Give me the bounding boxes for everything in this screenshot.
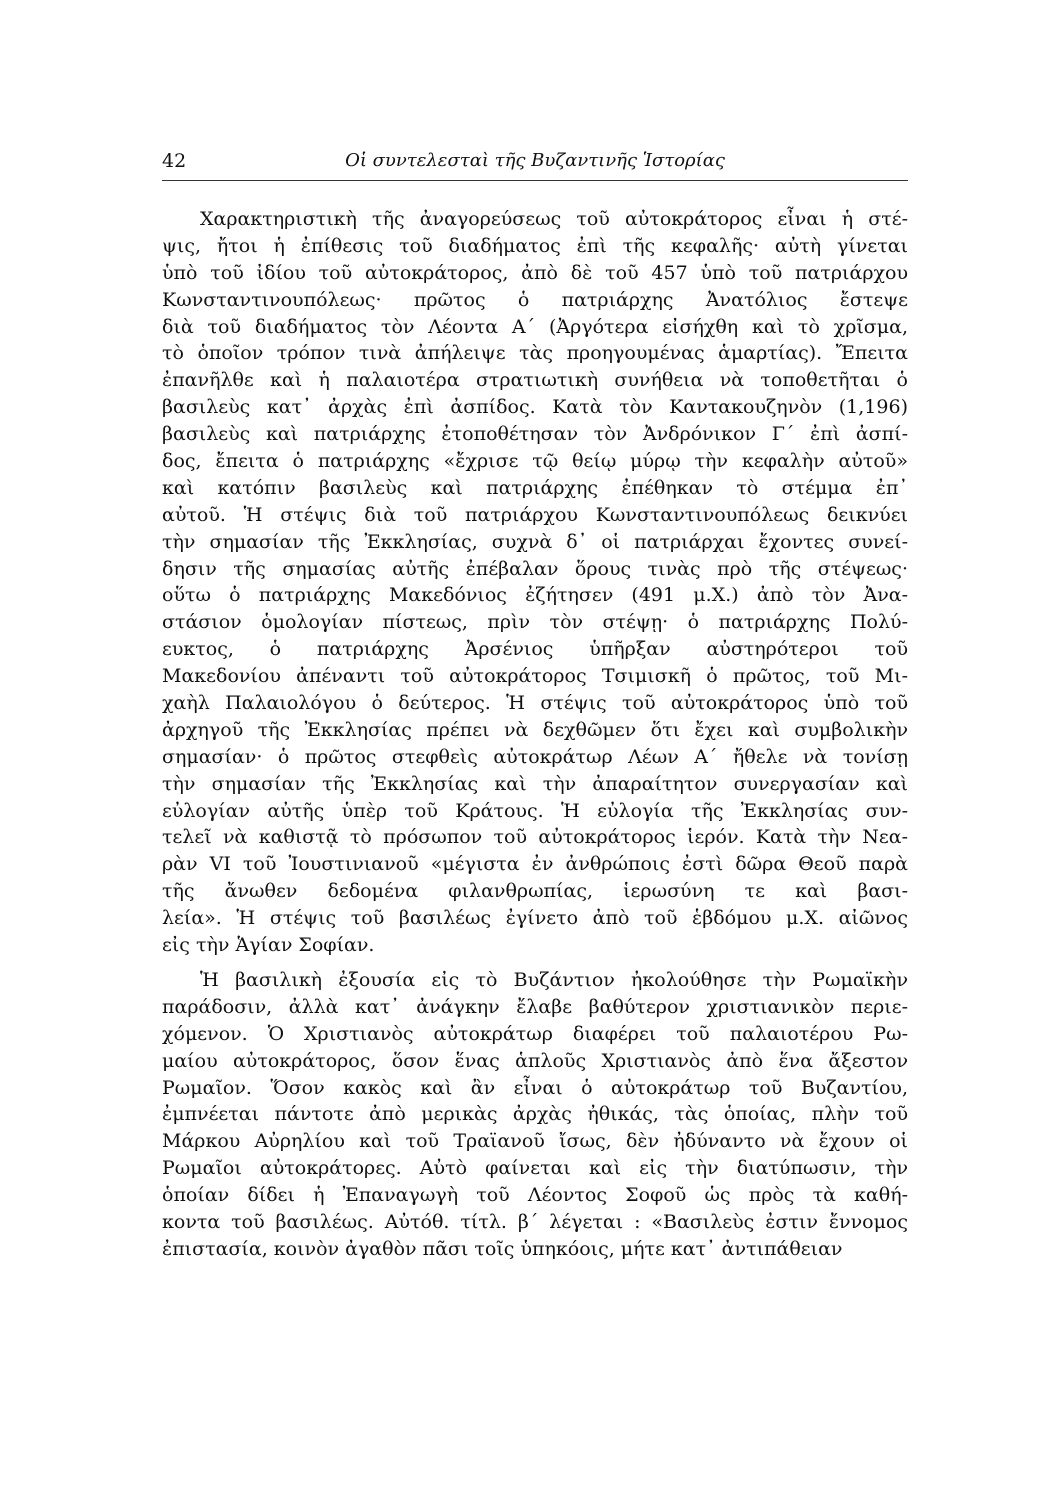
text-line: ψις, ἤτοι ἡ ἐπίθεσις τοῦ διαδήματος ἐπὶ τῆς κεφαλῆς· αὐτὴ γίνεται xyxy=(162,234,908,257)
text-line: τῆς ἄνωθεν δεδομένα φιλανθρωπίας, ἱερωσύνη τε καὶ βασι- xyxy=(162,880,908,903)
text-line: ὁποίαν δίδει ἡ Ἐπαναγωγὴ τοῦ Λέοντος Σοφοῦ ὡς πρὸς τὰ καθή- xyxy=(162,1184,908,1207)
text-line: καὶ κατόπιν βασιλεὺς καὶ πατριάρχης ἐπέθηκαν τὸ στέμμα ἐπ᾽ xyxy=(162,476,908,499)
text-line: χόμενον. Ὁ Χριστιανὸς αὐτοκράτωρ διαφέρει τοῦ παλαιοτέρου Ρω- xyxy=(162,1022,908,1045)
text-line: διὰ τοῦ διαδήματος τὸν Λέοντα Α΄ (Ἀργότερα εἰσήχθη καὶ τὸ χρῖσμα, xyxy=(162,315,908,338)
text-line: ἐπιστασία, κοινὸν ἀγαθὸν πᾶσι τοῖς ὑπηκόοις, μήτε κατ᾽ ἀντιπάθειαν xyxy=(162,1237,843,1260)
text-line: Ρωμαῖοι αὐτοκράτορες. Αὐτὸ φαίνεται καὶ εἰς τὴν διατύπωσιν, τὴν xyxy=(162,1157,908,1180)
text-line: ἐμπνέεται πάντοτε ἀπὸ μερικὰς ἀρχὰς ἠθικάς, τὰς ὁποίας, πλὴν τοῦ xyxy=(162,1103,908,1126)
text-line: τελεῖ νὰ καθιστᾷ τὸ πρόσωπον τοῦ αὐτοκράτορος ἱερόν. Κατὰ τὴν Νεα- xyxy=(162,826,908,849)
text-line: τὴν σημασίαν τῆς Ἐκκλησίας καὶ τὴν ἀπαραίτητον συνεργασίαν καὶ xyxy=(162,772,908,795)
page-number: 42 xyxy=(162,150,187,172)
text-line: δος, ἔπειτα ὁ πατριάρχης «ἔχρισε τῷ θείῳ μύρῳ τὴν κεφαλὴν αὐτοῦ» xyxy=(162,450,908,473)
text-line: ρὰν VI τοῦ Ἰουστινιανοῦ «μέγιστα ἐν ἀνθρώποις ἐστὶ δῶρα Θεοῦ παρὰ xyxy=(162,853,908,876)
paragraph-1 xyxy=(162,206,908,959)
text-line: σημασίαν· ὁ πρῶτος στεφθεὶς αὐτοκράτωρ Λέων Α΄ ἤθελε νὰ τονίσῃ xyxy=(162,745,908,768)
text-line: Χαρακτηριστικὴ τῆς ἀναγορεύσεως τοῦ αὐτοκράτορος εἶναι ἡ στέ- xyxy=(200,208,908,230)
text-line: βασιλεὺς κατ᾽ ἀρχὰς ἐπὶ ἀσπίδος. Κατὰ τὸν Καντακουζηνὸν (1,196) xyxy=(162,396,908,419)
body-text xyxy=(162,206,908,1263)
text-line: ευκτος, ὁ πατριάρχης Ἀρσένιος ὑπῆρξαν αὐστηρότεροι τοῦ xyxy=(162,638,908,661)
text-line: εἰς τὴν Ἁγίαν Σοφίαν. xyxy=(162,934,375,957)
text-line: λεία». Ἡ στέψις τοῦ βασιλέως ἐγίνετο ἀπὸ τοῦ ἑβδόμου μ.Χ. αἰῶνος xyxy=(162,907,908,930)
text-line: τὴν σημασίαν τῆς Ἐκκλησίας, συχνὰ δ᾽ οἱ πατριάρχαι ἔχοντες συνεί- xyxy=(162,530,908,553)
text-line: Ρωμαῖον. Ὅσον κακὸς καὶ ἂν εἶναι ὁ αὐτοκράτωρ τοῦ Βυζαντίου, xyxy=(162,1076,908,1099)
text-line: κοντα τοῦ βασιλέως. Αὐτόθ. τίτλ. β΄ λέγεται : «Βασιλεὺς ἐστιν ἔννομος xyxy=(162,1210,908,1233)
text-line: οὕτω ὁ πατριάρχης Μακεδόνιος ἐζήτησεν (491 μ.Χ.) ἀπὸ τὸν Ἀνα- xyxy=(162,584,908,607)
text-line: εὐλογίαν αὐτῆς ὑπὲρ τοῦ Κράτους. Ἡ εὐλογία τῆς Ἐκκλησίας συν- xyxy=(162,799,908,822)
text-line: ἐπανῆλθε καὶ ἡ παλαιοτέρα στρατιωτικὴ συνήθεια νὰ τοποθετῆται ὁ xyxy=(162,369,908,392)
text-line: Ἡ βασιλικὴ ἐξουσία εἰς τὸ Βυζάντιον ἠκολούθησε τὴν Ρωμαϊκὴν xyxy=(200,968,908,991)
text-line: ὑπὸ τοῦ ἰδίου τοῦ αὐτοκράτορος, ἀπὸ δὲ τοῦ 457 ὑπὸ τοῦ πατριάρχου xyxy=(162,261,908,284)
paragraph-2 xyxy=(162,967,908,1263)
text-line: Μακεδονίου ἀπέναντι τοῦ αὐτοκράτορος Τσιμισκῆ ὁ πρῶτος, τοῦ Μι- xyxy=(162,665,908,688)
text-line: Κωνσταντινουπόλεως· πρῶτος ὁ πατριάρχης Ἀνατόλιος ἔστεψε xyxy=(162,288,908,311)
text-line: βασιλεὺς καὶ πατριάρχης ἐτοποθέτησαν τὸν Ἀνδρόνικον Γ΄ ἐπὶ ἀσπί- xyxy=(162,423,908,446)
text-line: Μάρκου Αὐρηλίου καὶ τοῦ Τραϊανοῦ ἴσως, δὲν ἠδύναντο νὰ ἔχουν οἱ xyxy=(162,1130,908,1153)
text-line: παράδοσιν, ἀλλὰ κατ᾽ ἀνάγκην ἔλαβε βαθύτερον χριστιανικὸν περιε- xyxy=(162,995,908,1018)
text-line: χαὴλ Παλαιολόγου ὁ δεύτερος. Ἡ στέψις τοῦ αὐτοκράτορος ὑπὸ τοῦ xyxy=(162,692,908,715)
page-header xyxy=(162,146,908,181)
text-line: αὐτοῦ. Ἡ στέψις διὰ τοῦ πατριάρχου Κωνσταντινουπόλεως δεικνύει xyxy=(162,503,908,526)
text-line: τὸ ὁποῖον τρόπον τινὰ ἀπήλειψε τὰς προηγουμένας ἁμαρτίας). Ἔπειτα xyxy=(162,342,908,365)
text-line: μαίου αὐτοκράτορος, ὅσον ἕνας ἁπλοῦς Χριστιανὸς ἀπὸ ἕνα ἄξεστον xyxy=(162,1049,908,1072)
running-title: Οἱ συντελεσταὶ τῆς Βυζαντινῆς Ἱστορίας xyxy=(345,150,725,171)
text-line: ἀρχηγοῦ τῆς Ἐκκλησίας πρέπει νὰ δεχθῶμεν ὅτι ἔχει καὶ συμβολικὴν xyxy=(162,718,908,741)
text-line: στάσιον ὁμολογίαν πίστεως, πρὶν τὸν στέψῃ· ὁ πατριάρχης Πολύ- xyxy=(162,611,908,634)
text-line: δησιν τῆς σημασίας αὐτῆς ἐπέβαλαν ὅρους τινὰς πρὸ τῆς στέψεως· xyxy=(162,557,908,580)
